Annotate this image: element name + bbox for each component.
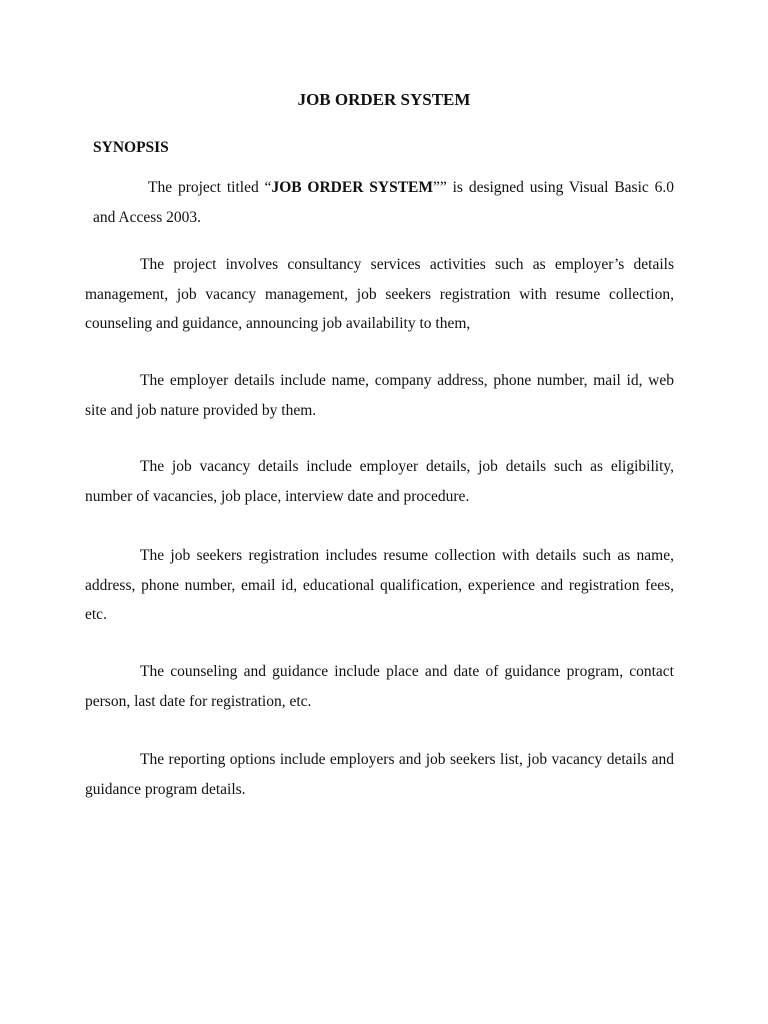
intro-project-name: JOB ORDER SYSTEM (271, 179, 434, 196)
paragraph-counseling-guidance: The counseling and guidance include place and date of guidance program, contact person, last date for registration, etc. (85, 663, 674, 710)
intro-prefix: The project titled “ (148, 179, 272, 196)
intro-paragraph (93, 173, 674, 232)
paragraph-job-vacancy-details: The job vacancy details include employer details, job details such as eligibility, number of vacancies, job place, interview date and procedure. (85, 458, 674, 505)
paragraph-employer-details: The employer details include name, company address, phone number, mail id, web site and job nature provided by them. (85, 372, 674, 419)
document-title: JOB ORDER SYSTEM (297, 90, 471, 109)
intro-suffix: ”” is designed using Visual Basic 6.0 and Access 2003. (93, 179, 674, 226)
section-heading-synopsis: SYNOPSIS (93, 139, 169, 156)
paragraph-job-seekers-registration: The job seekers registration includes resume collection with details such as name, address, phone number, email id, educational qualification, experience and registration fees, etc. (85, 547, 674, 623)
paragraph-consultancy-activities: The project involves consultancy services activities such as employer’s details management, job vacancy management, job seekers registration with resume collection, counseling and guidance, announcing job availability to them, (85, 256, 674, 332)
paragraph-reporting-options: The reporting options include employers and job seekers list, job vacancy details and guidance program details. (85, 751, 674, 798)
